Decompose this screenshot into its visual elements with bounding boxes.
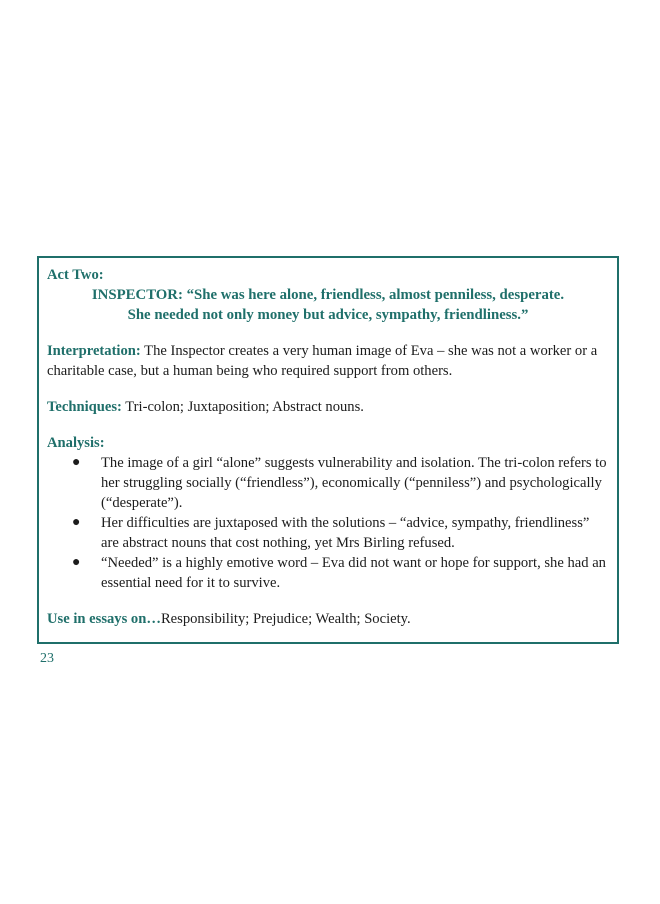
analysis-label: Analysis: bbox=[47, 435, 105, 451]
use-in-essays-label: Use in essays on… bbox=[47, 611, 161, 627]
bullet-icon: ● bbox=[72, 555, 81, 570]
use-in-essays-section bbox=[47, 609, 609, 629]
use-in-essays-text: Responsibility; Prejudice; Wealth; Society. bbox=[160, 611, 411, 627]
quote-line-2: She needed not only money but advice, sympathy, friendliness.” bbox=[127, 307, 529, 323]
analysis-point bbox=[47, 453, 609, 513]
revision-card bbox=[37, 256, 619, 644]
bullet-icon: ● bbox=[72, 515, 81, 530]
quote-line-1: INSPECTOR: “She was here alone, friendless, almost penniless, desperate. bbox=[91, 287, 565, 303]
techniques-section bbox=[47, 397, 609, 417]
analysis-point-text: Her difficulties are juxtaposed with the solutions – “advice, sympathy, friendliness” are abstract nouns that cost nothing, yet Mrs Birling refused. bbox=[101, 515, 590, 551]
use-in-essays-paragraph bbox=[47, 609, 609, 629]
page-number: 23 bbox=[40, 651, 54, 666]
techniques-paragraph bbox=[47, 397, 609, 417]
bullet-icon: ● bbox=[72, 455, 81, 470]
techniques-text: Tri-colon; Juxtaposition; Abstract nouns. bbox=[121, 399, 364, 415]
act-heading: Act Two: bbox=[47, 267, 104, 283]
analysis-point bbox=[47, 553, 609, 593]
techniques-label: Techniques: bbox=[47, 399, 122, 415]
analysis-point-text: The image of a girl “alone” suggests vulnerability and isolation. The tri-colon refers to her struggling socially (“friendless”), economically (“penniless”) and psychologically (“desperate”). bbox=[101, 455, 607, 511]
analysis-point-text: “Needed” is a highly emotive word – Eva did not want or hope for support, she had an essential need for it to survive. bbox=[101, 555, 606, 591]
interpretation-text: The Inspector creates a very human image of Eva – she was not a worker or a charitable case, but a human being who required support from others. bbox=[47, 343, 598, 379]
interpretation-label: Interpretation: bbox=[47, 343, 141, 359]
analysis-section bbox=[47, 433, 609, 593]
interpretation-section bbox=[47, 341, 609, 381]
analysis-list bbox=[47, 453, 609, 593]
analysis-point bbox=[47, 513, 609, 553]
interpretation-paragraph bbox=[47, 341, 609, 381]
